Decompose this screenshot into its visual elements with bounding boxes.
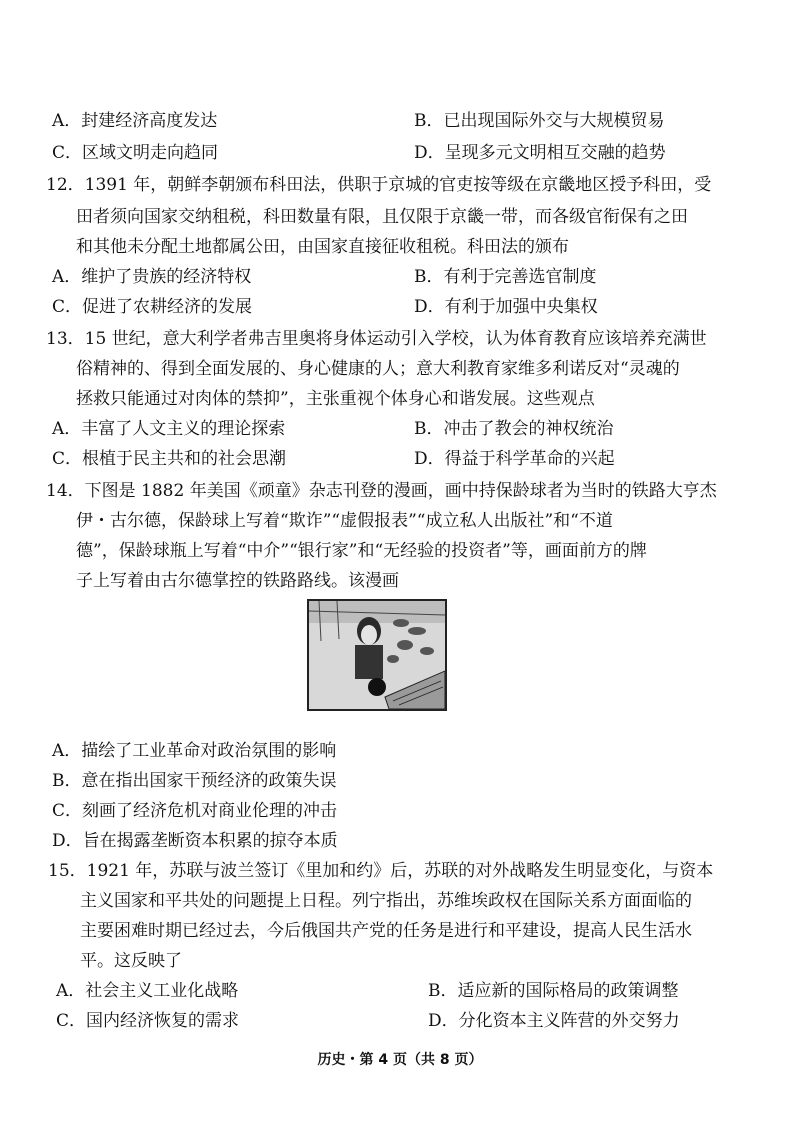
q14-option-c: C．刻画了经济危机对商业伦理的冲击 (52, 801, 338, 821)
q12-option-d: D．有利于加强中央集权 (414, 297, 598, 317)
q13-stem-line-2: 俗精神的、得到全面发展的、身心健康的人；意大利教育家维多利诺反对“灵魂的 (76, 359, 680, 379)
q14-option-d: D．旨在揭露垄断资本积累的掠夺本质 (52, 831, 338, 851)
q15-stem-line-1: 15．1921 年，苏联与波兰签订《里加和约》后，苏联的对外战略发生明显变化，与资本 (48, 861, 714, 881)
prev-option-d: D．呈现多元文明相互交融的趋势 (414, 143, 666, 163)
cartoon-image (307, 599, 447, 711)
q15-stem-line-2: 主义国家和平共处的问题提上日程。列宁指出，苏维埃政权在国际关系方面面临的 (80, 891, 692, 911)
q12-option-c: C．促进了农耕经济的发展 (52, 297, 253, 317)
q12-stem-line-2: 田者须向国家交纳租税，科田数量有限，且仅限于京畿一带，而各级官衔保有之田 (76, 207, 688, 227)
q12-option-a: A．维护了贵族的经济特权 (52, 267, 252, 287)
q14-option-a: A．描绘了工业革命对政治氛围的影响 (52, 741, 337, 761)
q13-option-b: B．冲击了教会的神权统治 (414, 419, 614, 439)
q12-stem-line-1: 12．1391 年，朝鲜李朝颁布科田法，供职于京城的官吏按等级在京畿地区授予科田，受 (46, 175, 712, 195)
q15-stem-line-4: 平。这反映了 (80, 951, 182, 971)
page-footer: 历史・第 4 页（共 8 页） (317, 1052, 483, 1068)
q13-option-c: C．根植于民主共和的社会思潮 (52, 449, 287, 469)
q15-option-d: D．分化资本主义阵营的外交努力 (428, 1011, 680, 1031)
q13-stem-line-1: 13．15 世纪，意大利学者弗吉里奥将身体运动引入学校，认为体育教育应该培养充满世 (46, 329, 707, 349)
prev-option-b: B．已出现国际外交与大规模贸易 (414, 111, 665, 131)
q12-stem-line-3: 和其他未分配土地都属公田，由国家直接征收租税。科田法的颁布 (76, 237, 569, 257)
cartoon-illustration (309, 601, 445, 709)
q14-stem-line-3: 德”，保龄球瓶上写着“中介”“银行家”和“无经验的投资者”等，画面前方的牌 (76, 541, 647, 561)
q14-stem-line-1: 14．下图是 1882 年美国《顽童》杂志刊登的漫画，画中持保龄球者为当时的铁路大亨杰 (46, 481, 717, 501)
q12-option-b: B．有利于完善选官制度 (414, 267, 597, 287)
q13-option-d: D．得益于科学革命的兴起 (414, 449, 615, 469)
q15-option-b: B．适应新的国际格局的政策调整 (428, 981, 679, 1001)
q15-stem-line-3: 主要困难时期已经过去，今后俄国共产党的任务是进行和平建设，提高人民生活水 (80, 921, 692, 941)
prev-option-c: C．区域文明走向趋同 (52, 143, 219, 163)
q13-stem-line-3: 拯救只能通过对肉体的禁抑”，主张重视个体身心和谐发展。这些观点 (76, 389, 595, 409)
q14-stem-line-2: 伊・古尔德，保龄球上写着“欺诈”“虚假报表”“成立私人出版社”和“不道 (76, 511, 613, 531)
q15-option-c: C．国内经济恢复的需求 (56, 1011, 240, 1031)
q14-option-b: B．意在指出国家干预经济的政策失误 (52, 771, 337, 791)
q13-option-a: A．丰富了人文主义的理论探索 (52, 419, 286, 439)
q15-option-a: A．社会主义工业化战略 (56, 981, 239, 1001)
prev-option-a: A．封建经济高度发达 (52, 111, 218, 131)
q14-stem-line-4: 子上写着由古尔德掌控的铁路路线。该漫画 (76, 571, 399, 591)
